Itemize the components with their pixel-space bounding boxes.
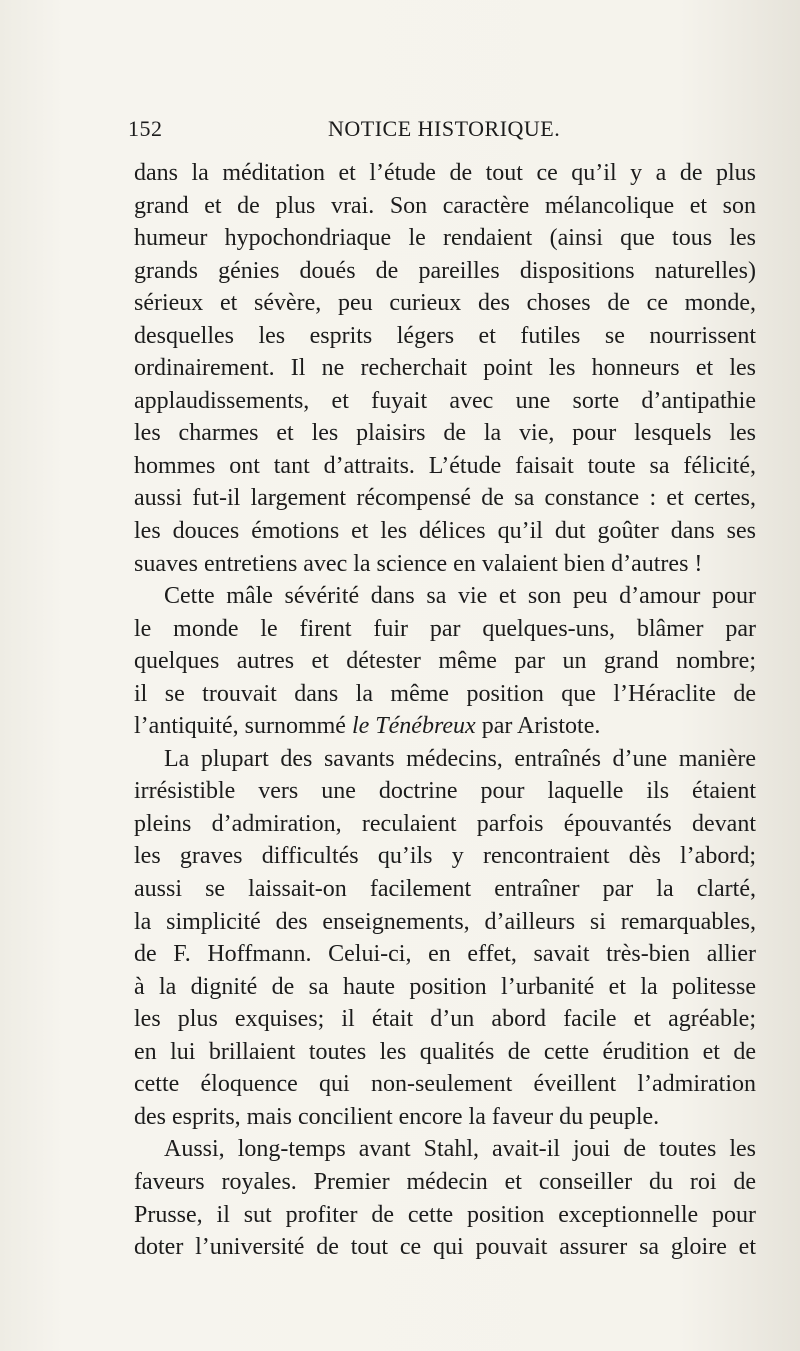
text-line: humeur hypochondriaque le rendaient (ainsi que tous les bbox=[134, 225, 756, 252]
text-line: de F. Hoffmann. Celui-ci, en effet, savait très-bien allier bbox=[134, 941, 756, 968]
text-line: la simplicité des enseignements, d’ailleurs si remarquables, bbox=[134, 908, 756, 935]
text-line: irrésistible vers une doctrine pour laquelle ils étaient bbox=[134, 778, 756, 805]
text-run: l’antiquité, surnommé bbox=[134, 713, 352, 740]
text-line: les graves difficultés qu’ils y rencontraient dès l’abord; bbox=[134, 843, 756, 870]
text-run: par Aristote. bbox=[475, 713, 601, 740]
text-line-with-italic bbox=[134, 710, 756, 743]
text-line: en lui brillaient toutes les qualités de cette érudition et de bbox=[134, 1038, 756, 1065]
text-line: faveurs royales. Premier médecin et conseiller du roi de bbox=[134, 1168, 756, 1195]
text-line: les douces émotions et les délices qu’il dut goûter dans ses bbox=[134, 518, 756, 545]
italic-epithet: le Ténébreux bbox=[351, 713, 476, 740]
text-line: grands génies doués de pareilles dispositions naturelles) bbox=[134, 257, 756, 284]
text-line: le monde le firent fuir par quelques-uns, blâmer par bbox=[134, 615, 756, 642]
text-line: aussi se laissait-on facilement entraîner par la clarté, bbox=[134, 876, 756, 903]
page-number: 152 bbox=[128, 116, 163, 141]
text-line: il se trouvait dans la même position que l’Héraclite de bbox=[134, 680, 756, 707]
text-line: des esprits, mais concilient encore la faveur du peuple. bbox=[134, 1103, 660, 1130]
text-line: ordinairement. Il ne recherchait point les honneurs et les bbox=[134, 355, 756, 382]
text-line: sérieux et sévère, peu curieux des choses de ce monde, bbox=[134, 290, 756, 317]
text-line: doter l’université de tout ce qui pouvait assurer sa gloire et bbox=[134, 1234, 756, 1261]
text-line: applaudissements, et fuyait avec une sorte d’antipathie bbox=[134, 387, 756, 414]
text-line: Prusse, il sut profiter de cette position exceptionnelle pour bbox=[134, 1201, 756, 1228]
running-head bbox=[128, 116, 758, 146]
text-line: grand et de plus vrai. Son caractère mélancolique et son bbox=[134, 192, 756, 219]
text-line: cette éloquence qui non-seulement éveillent l’admiration bbox=[134, 1071, 756, 1098]
text-line: les charmes et les plaisirs de la vie, pour lesquels les bbox=[134, 420, 756, 447]
text-line: à la dignité de sa haute position l’urbanité et la politesse bbox=[134, 973, 756, 1000]
text-line: aussi fut-il largement récompensé de sa constance : et certes, bbox=[134, 485, 756, 512]
paragraph-start-line: Aussi, long-temps avant Stahl, avait-il joui de toutes les bbox=[164, 1136, 756, 1163]
paragraph-start-line: La plupart des savants médecins, entraînés d’une manière bbox=[164, 745, 756, 772]
text-line: quelques autres et détester même par un grand nombre; bbox=[134, 648, 756, 675]
text-line: pleins d’admiration, reculaient parfois épouvantés devant bbox=[134, 810, 756, 837]
paragraph-start-line: Cette mâle sévérité dans sa vie et son peu d’amour pour bbox=[164, 583, 756, 610]
body-text bbox=[134, 157, 756, 1264]
running-title: NOTICE HISTORIQUE. bbox=[328, 116, 561, 141]
text-line: hommes ont tant d’attraits. L’étude faisait toute sa félicité, bbox=[134, 452, 756, 479]
text-line: les plus exquises; il était d’un abord facile et agréable; bbox=[134, 1006, 756, 1033]
text-line: dans la méditation et l’étude de tout ce qu’il y a de plus bbox=[134, 160, 756, 186]
text-line: suaves entretiens avec la science en valaient bien d’autres ! bbox=[134, 550, 703, 577]
text-line: desquelles les esprits légers et futiles se nourrissent bbox=[134, 322, 756, 349]
